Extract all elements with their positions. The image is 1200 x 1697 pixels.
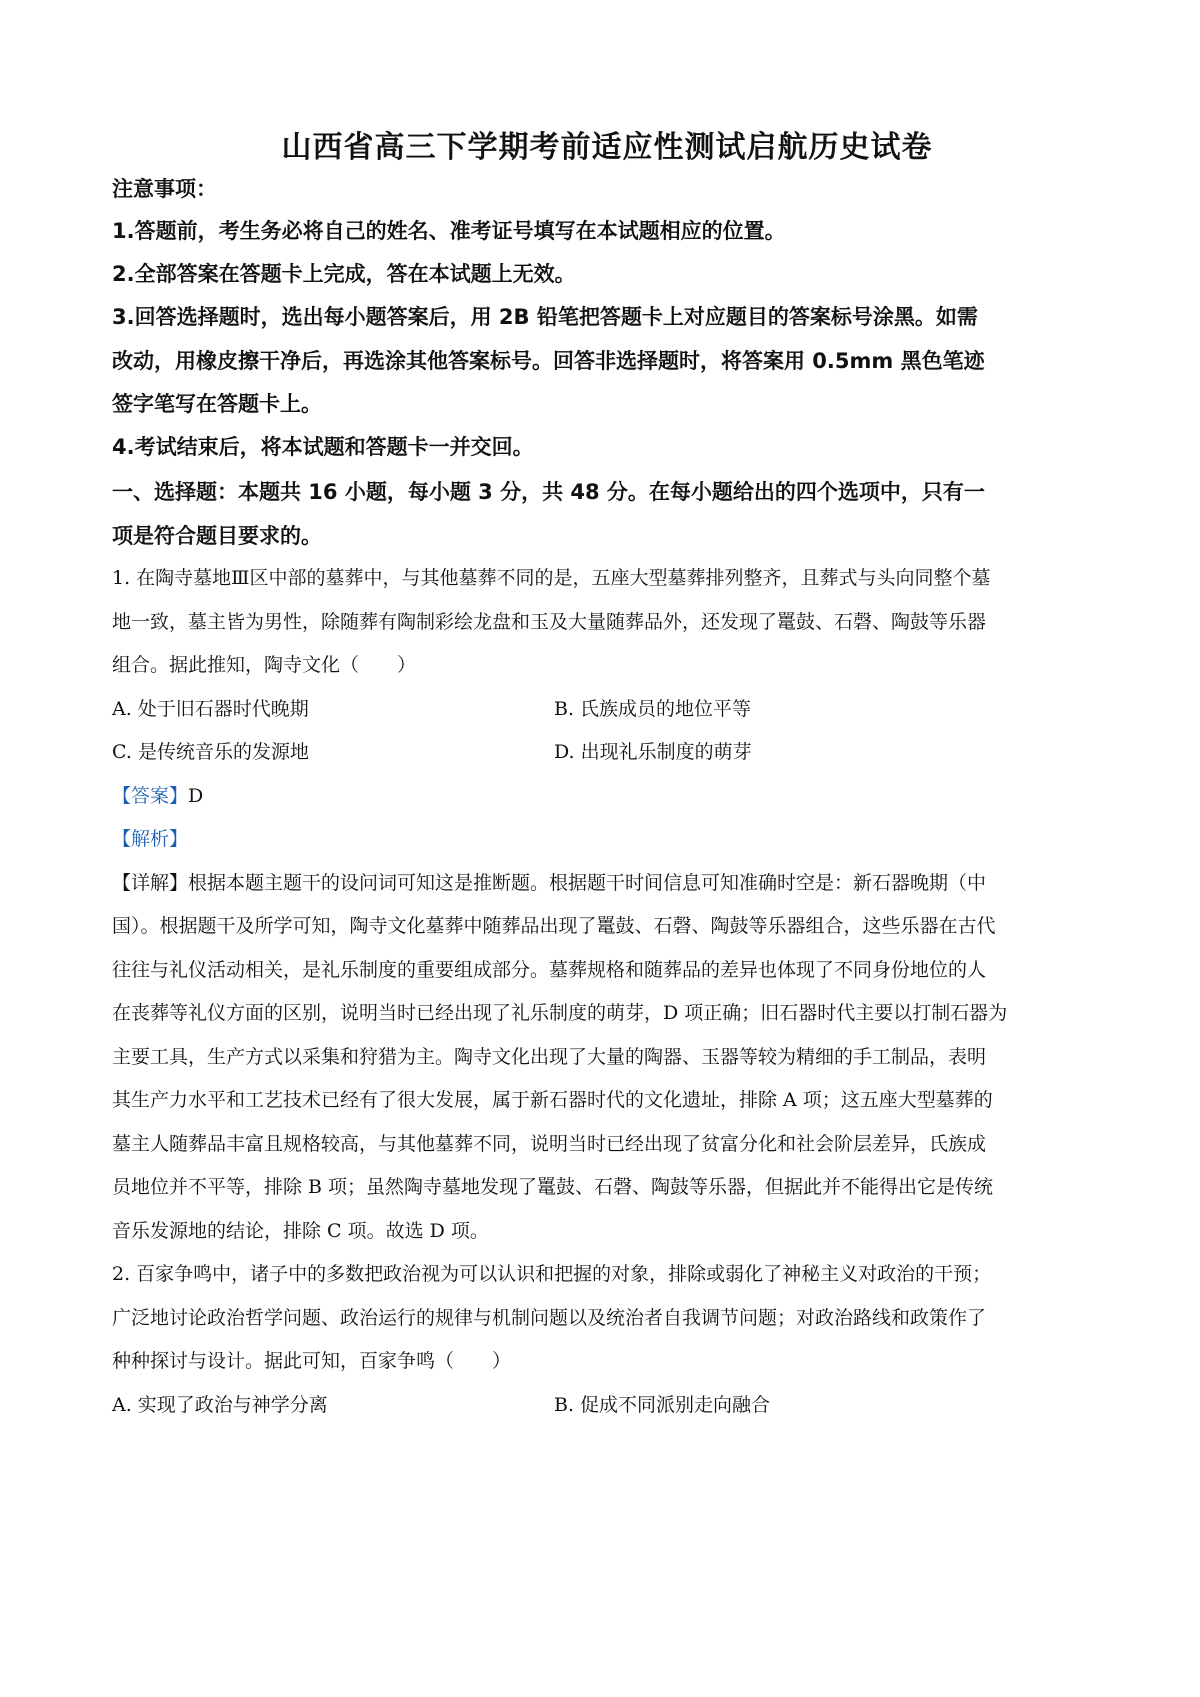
answer-value: D: [188, 785, 204, 807]
notice-line: 2.全部答案在答题卡上完成，答在本试题上无效。: [112, 262, 576, 286]
question-2-stem: 2. 百家争鸣中，诸子中的多数把政治视为可以认识和把握的对象，排除或弱化了神秘主义对政治的干预；: [112, 1263, 992, 1285]
analysis-detail-line: 墓主人随葬品丰富且规格较高，与其他墓葬不同，说明当时已经出现了贫富分化和社会阶层差异，氏族成: [112, 1133, 987, 1155]
analysis-detail-line: 员地位并不平等，排除 B 项；虽然陶寺墓地发现了鼍鼓、石磬、陶鼓等乐器，但据此并不能得出它是传统: [112, 1176, 994, 1198]
question-2-stem: 种种探讨与设计。据此可知，百家争鸣（ ）: [112, 1350, 512, 1372]
analysis-detail-line: 【详解】根据本题主题干的设问词可知这是推断题。根据题干时间信息可知准确时空是：新石器晚期（中: [112, 872, 987, 894]
notice-heading: 注意事项：: [112, 177, 217, 201]
question-1-stem: 地一致，墓主皆为男性，除随葬有陶制彩绘龙盘和玉及大量随葬品外，还发现了鼍鼓、石磬、陶鼓等乐器: [112, 611, 987, 633]
question-1-option-b: B. 氏族成员的地位平等: [554, 698, 752, 720]
analysis-tag: 【解析】: [112, 828, 189, 850]
section-heading: 项是符合题目要求的。: [112, 524, 322, 548]
analysis-detail-line: 往往与礼仪活动相关，是礼乐制度的重要组成部分。墓葬规格和随葬品的差异也体现了不同身份地位的人: [112, 959, 987, 981]
notice-line: 3.回答选择题时，选出每小题答案后，用 2B 铅笔把答题卡上对应题目的答案标号涂黑。如需: [112, 305, 978, 329]
question-1-option-a: A. 处于旧石器时代晚期: [112, 698, 309, 720]
question-1-option-c: C. 是传统音乐的发源地: [112, 741, 309, 763]
notice-line: 1.答题前，考生务必将自己的姓名、准考证号填写在本试题相应的位置。: [112, 219, 786, 243]
question-2-option-a: A. 实现了政治与神学分离: [112, 1394, 328, 1416]
notice-line: 签字笔写在答题卡上。: [112, 392, 322, 416]
analysis-detail-line: 国）。根据题干及所学可知，陶寺文化墓葬中随葬品出现了鼍鼓、石磬、陶鼓等乐器组合，这些乐器在古代: [112, 915, 996, 937]
question-2-stem: 广泛地讨论政治哲学问题、政治运行的规律与机制问题以及统治者自我调节问题；对政治路线和政策作了: [112, 1307, 987, 1329]
analysis-detail-line: 音乐发源地的结论，排除 C 项。故选 D 项。: [112, 1220, 489, 1242]
page-title: 山西省高三下学期考前适应性测试启航历史试卷: [281, 130, 933, 165]
analysis-detail-line: 在丧葬等礼仪方面的区别，说明当时已经出现了礼乐制度的萌芽，D 项正确；旧石器时代主要以打制石器为: [112, 1002, 1008, 1024]
question-1-stem: 1. 在陶寺墓地Ⅲ区中部的墓葬中，与其他墓葬不同的是，五座大型墓葬排列整齐，且葬式与头向同整个墓: [112, 567, 991, 589]
section-heading: 一、选择题：本题共 16 小题，每小题 3 分，共 48 分。在每小题给出的四个选项中，只有一: [112, 480, 985, 504]
answer-tag: 【答案】: [112, 785, 189, 807]
notice-line: 改动，用橡皮擦干净后，再选涂其他答案标号。回答非选择题时，将答案用 0.5mm 黑色笔迹: [112, 349, 985, 373]
analysis-detail-line: 其生产力水平和工艺技术已经有了很大发展，属于新石器时代的文化遗址，排除 A 项；这五座大型墓葬的: [112, 1089, 993, 1111]
analysis-detail-line: 主要工具，生产方式以采集和狩猎为主。陶寺文化出现了大量的陶器、玉器等较为精细的手工制品，表明: [112, 1046, 987, 1068]
notice-line: 4.考试结束后，将本试题和答题卡一并交回。: [112, 435, 534, 459]
answer-line: [112, 781, 203, 808]
question-1-option-d: D. 出现礼乐制度的萌芽: [554, 741, 752, 763]
question-1-stem: 组合。据此推知，陶寺文化（ ）: [112, 654, 417, 676]
question-2-option-b: B. 促成不同派别走向融合: [554, 1394, 771, 1416]
